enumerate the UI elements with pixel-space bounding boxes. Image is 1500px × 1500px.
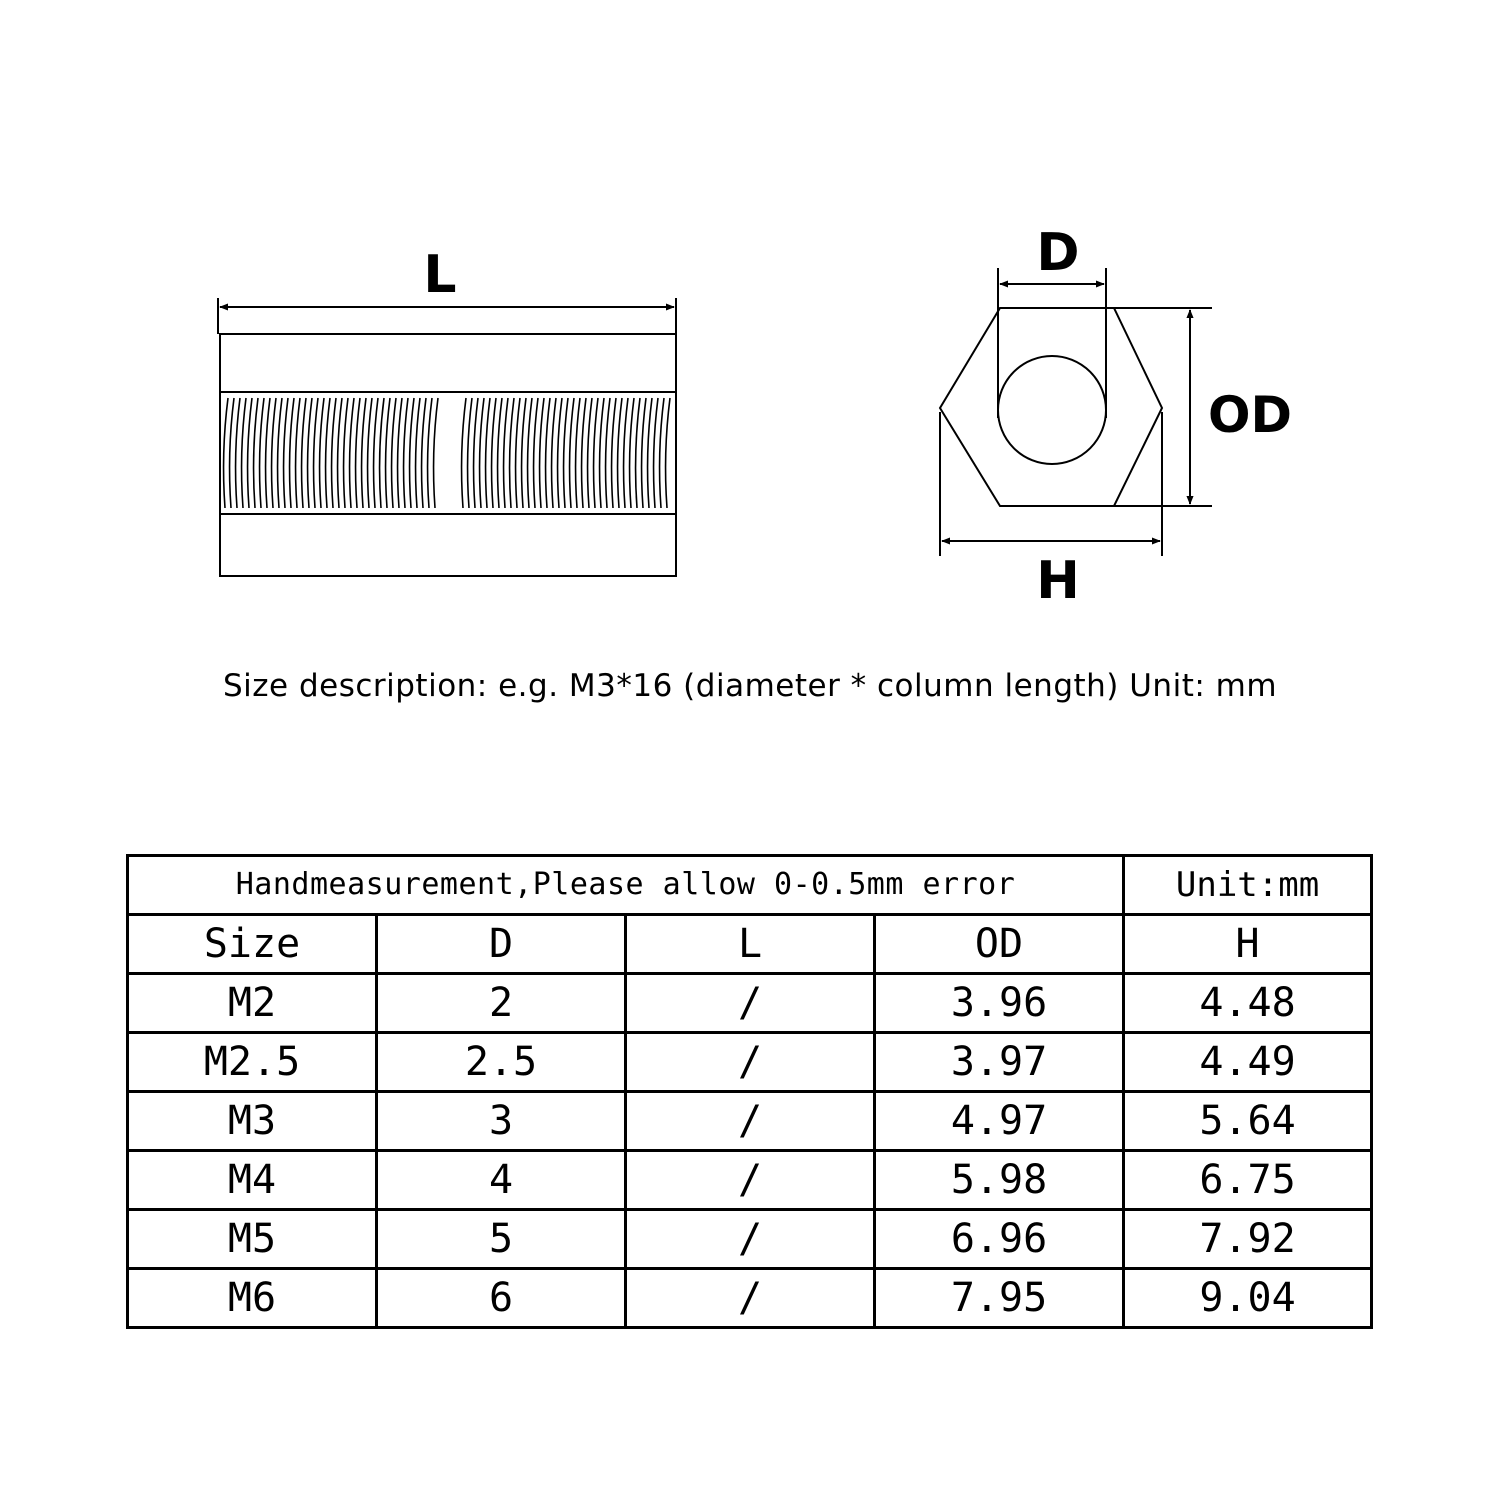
thread-line <box>654 398 658 508</box>
thread-line <box>564 398 568 508</box>
cell-od: 4.97 <box>875 1092 1124 1151</box>
cell-size: M2 <box>128 974 377 1033</box>
cell-size: M6 <box>128 1269 377 1328</box>
header-od: OD <box>875 915 1124 974</box>
standoff-body <box>220 334 676 576</box>
thread-line <box>540 398 544 508</box>
thread-line <box>588 398 592 508</box>
thread-line <box>666 398 670 508</box>
cell-od: 6.96 <box>875 1210 1124 1269</box>
cell-d: 2 <box>377 974 626 1033</box>
thread-line <box>570 398 574 508</box>
cell-size: M4 <box>128 1151 377 1210</box>
header-size: Size <box>128 915 377 974</box>
thread-line <box>356 398 360 508</box>
header-l: L <box>626 915 875 974</box>
thread-line <box>266 398 270 508</box>
thread-line <box>338 398 342 508</box>
thread-line <box>642 398 646 508</box>
cell-l: / <box>626 1092 875 1151</box>
measurement-note: Handmeasurement,Please allow 0-0.5mm error <box>128 856 1124 915</box>
thread-line <box>230 398 234 508</box>
cell-h: 4.49 <box>1124 1033 1372 1092</box>
thread-line <box>254 398 258 508</box>
thread-line <box>380 398 384 508</box>
thread-line <box>374 398 378 508</box>
cell-l: / <box>626 1151 875 1210</box>
cell-d: 6 <box>377 1269 626 1328</box>
cell-d: 2.5 <box>377 1033 626 1092</box>
thread-line <box>462 398 466 508</box>
technical-drawing <box>0 0 1500 640</box>
header-row <box>128 915 1372 974</box>
od-label: OD <box>1207 386 1293 444</box>
thread-line <box>242 398 246 508</box>
thread-line <box>624 398 628 508</box>
thread-line <box>404 398 408 508</box>
thread-line <box>618 398 622 508</box>
thread-line <box>272 398 276 508</box>
header-h: H <box>1124 915 1372 974</box>
thread-line <box>594 398 598 508</box>
cell-d: 5 <box>377 1210 626 1269</box>
thread-line <box>528 398 532 508</box>
table-row <box>128 1269 1372 1328</box>
cell-h: 9.04 <box>1124 1269 1372 1328</box>
table-row <box>128 1033 1372 1092</box>
cell-d: 3 <box>377 1092 626 1151</box>
thread-line <box>636 398 640 508</box>
thread-line <box>434 398 438 508</box>
cell-h: 7.92 <box>1124 1210 1372 1269</box>
cell-l: / <box>626 1210 875 1269</box>
end-view <box>940 223 1292 611</box>
thread-line <box>224 398 228 508</box>
thread-line <box>314 398 318 508</box>
thread-line <box>344 398 348 508</box>
thread-line <box>392 398 396 508</box>
thread-line <box>410 398 414 508</box>
thread-line <box>504 398 508 508</box>
thread-line <box>612 398 616 508</box>
thread-line <box>260 398 264 508</box>
thread-line <box>350 398 354 508</box>
thread-line <box>600 398 604 508</box>
thread-line <box>428 398 432 508</box>
thread-line <box>516 398 520 508</box>
thread-section-right <box>462 398 670 508</box>
thread-line <box>522 398 526 508</box>
cell-size: M2.5 <box>128 1033 377 1092</box>
length-label: L <box>423 245 457 305</box>
table-row <box>128 1210 1372 1269</box>
thread-section-left <box>224 398 438 508</box>
thread-line <box>630 398 634 508</box>
thread-line <box>474 398 478 508</box>
thread-line <box>576 398 580 508</box>
thread-line <box>492 398 496 508</box>
thread-line <box>362 398 366 508</box>
side-view <box>218 245 676 576</box>
cell-od: 3.97 <box>875 1033 1124 1092</box>
thread-line <box>660 398 664 508</box>
thread-line <box>308 398 312 508</box>
note-row <box>128 856 1372 915</box>
thread-line <box>332 398 336 508</box>
thread-line <box>248 398 252 508</box>
thread-line <box>534 398 538 508</box>
thread-line <box>320 398 324 508</box>
thread-line <box>558 398 562 508</box>
cell-l: / <box>626 1033 875 1092</box>
thread-line <box>278 398 282 508</box>
thread-line <box>398 398 402 508</box>
table-row <box>128 1151 1372 1210</box>
thread-line <box>480 398 484 508</box>
d-label: D <box>1036 223 1080 283</box>
thread-line <box>546 398 550 508</box>
cell-size: M3 <box>128 1092 377 1151</box>
cell-l: / <box>626 1269 875 1328</box>
cell-size: M5 <box>128 1210 377 1269</box>
thread-line <box>416 398 420 508</box>
h-label: H <box>1036 551 1080 611</box>
thread-line <box>510 398 514 508</box>
cell-h: 4.48 <box>1124 974 1372 1033</box>
cell-od: 5.98 <box>875 1151 1124 1210</box>
thread-line <box>386 398 390 508</box>
cell-h: 6.75 <box>1124 1151 1372 1210</box>
cell-od: 3.96 <box>875 974 1124 1033</box>
thread-line <box>236 398 240 508</box>
thread-line <box>582 398 586 508</box>
unit-label: Unit:mm <box>1124 856 1372 915</box>
thread-line <box>468 398 472 508</box>
thread-line <box>648 398 652 508</box>
thread-line <box>606 398 610 508</box>
cell-d: 4 <box>377 1151 626 1210</box>
size-description: Size description: e.g. M3*16 (diameter * column length) Unit: mm <box>222 668 1278 704</box>
thread-line <box>498 398 502 508</box>
bore-circle <box>998 356 1106 464</box>
cell-h: 5.64 <box>1124 1092 1372 1151</box>
thread-line <box>326 398 330 508</box>
hexagon-outline <box>940 308 1162 506</box>
cell-l: / <box>626 974 875 1033</box>
thread-line <box>302 398 306 508</box>
thread-line <box>296 398 300 508</box>
thread-line <box>284 398 288 508</box>
thread-line <box>552 398 556 508</box>
thread-line <box>290 398 294 508</box>
table-row <box>128 974 1372 1033</box>
table-row <box>128 1092 1372 1151</box>
thread-line <box>422 398 426 508</box>
spec-table <box>126 854 1373 1329</box>
thread-line <box>368 398 372 508</box>
header-d: D <box>377 915 626 974</box>
cell-od: 7.95 <box>875 1269 1124 1328</box>
thread-line <box>486 398 490 508</box>
